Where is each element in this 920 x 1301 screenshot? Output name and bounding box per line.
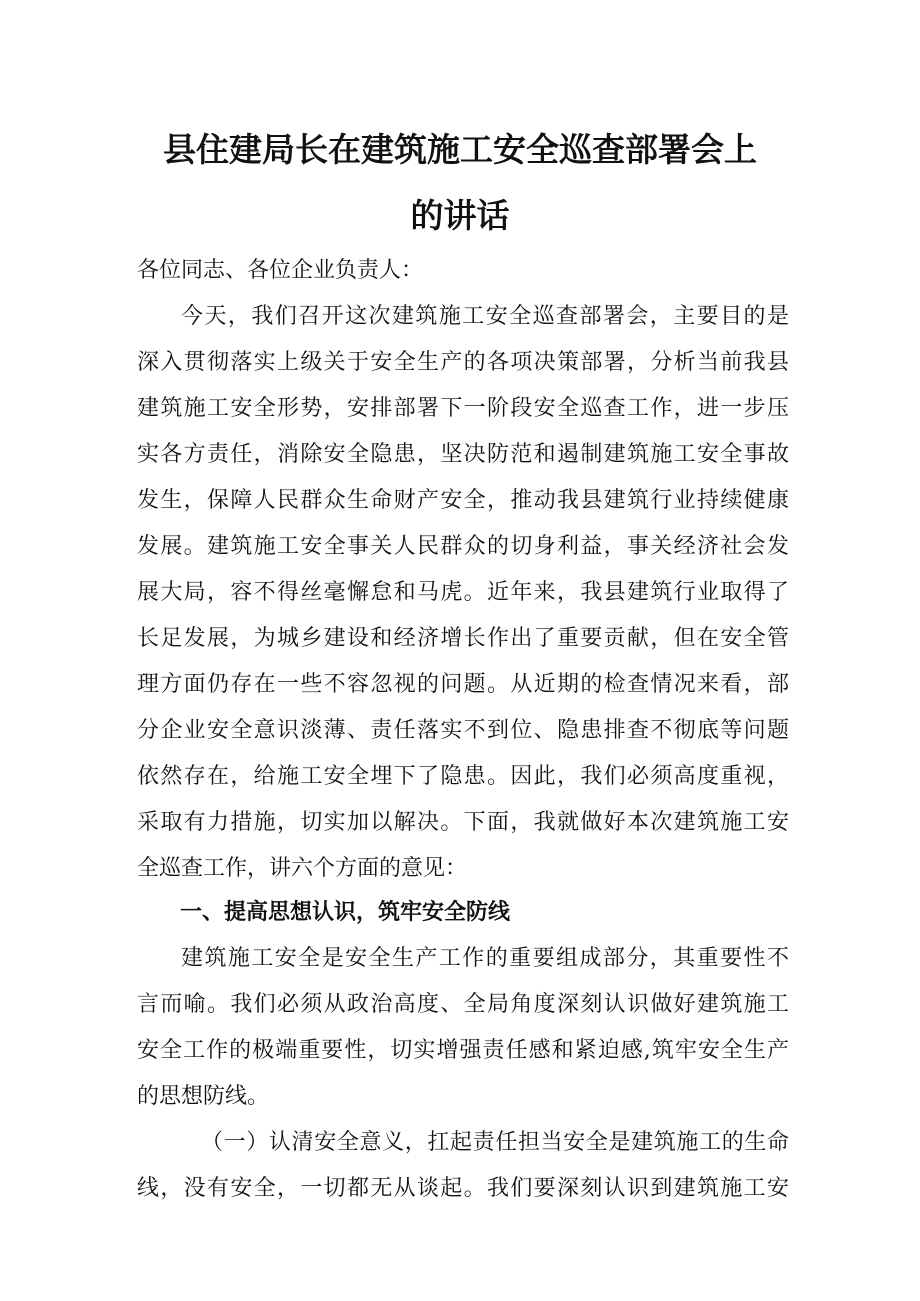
paragraph-line: 理方面仍存在一些不容忽视的问题。从近期的检查情况来看，部 bbox=[137, 672, 789, 697]
paragraph-line: 今天，我们召开这次建筑施工安全巡查部署会，主要目的是 bbox=[181, 304, 789, 329]
paragraph-line: 安全工作的极端重要性，切实增强责任感和紧迫感,筑牢安全生产 bbox=[137, 1038, 789, 1063]
paragraph-line: 全巡查工作，讲六个方面的意见： bbox=[137, 856, 468, 881]
paragraph-line: 建筑施工安全是安全生产工作的重要组成部分，其重要性不 bbox=[181, 946, 789, 971]
paragraph-line: （一）认清安全意义，扛起责任担当安全是建筑施工的生命 bbox=[201, 1130, 789, 1155]
paragraph-line: 建筑施工安全形势，安排部署下一阶段安全巡查工作，进一步压 bbox=[137, 396, 789, 421]
paragraph-line: 分企业安全意识淡薄、责任落实不到位、隐患排查不彻底等问题 bbox=[137, 718, 789, 743]
document-title-line-2: 的讲话 bbox=[410, 196, 510, 235]
paragraph-line: 长足发展，为城乡建设和经济增长作出了重要贡献，但在安全管 bbox=[137, 626, 789, 651]
paragraph-line: 依然存在，给施工安全埋下了隐患。因此，我们必须高度重视， bbox=[137, 764, 789, 789]
document-title-line-1: 县住建局长在建筑施工安全巡查部署会上 bbox=[163, 130, 757, 169]
paragraph-line: 线，没有安全，一切都无从谈起。我们要深刻认识到建筑施工安 bbox=[137, 1176, 789, 1201]
paragraph-line: 的思想防线。 bbox=[137, 1084, 270, 1109]
paragraph-line: 实各方责任，消除安全隐患，坚决防范和遏制建筑施工安全事故 bbox=[137, 442, 789, 467]
paragraph-line: 深入贯彻落实上级关于安全生产的各项决策部署，分析当前我县 bbox=[137, 350, 789, 375]
paragraph-line: 发生，保障人民群众生命财产安全，推动我县建筑行业持续健康 bbox=[137, 488, 789, 513]
section-heading: 一、提高思想认识，筑牢安全防线 bbox=[180, 900, 511, 925]
paragraph-line: 展大局，容不得丝毫懈怠和马虎。近年来，我县建筑行业取得了 bbox=[137, 580, 789, 605]
paragraph-line: 发展。建筑施工安全事关人民群众的切身利益，事关经济社会发 bbox=[137, 534, 789, 559]
salutation: 各位同志、各位企业负责人： bbox=[137, 258, 424, 283]
paragraph-line: 采取有力措施，切实加以解决。下面，我就做好本次建筑施工安 bbox=[137, 810, 789, 835]
paragraph-line: 言而喻。我们必须从政治高度、全局角度深刻认识做好建筑施工 bbox=[137, 992, 789, 1017]
